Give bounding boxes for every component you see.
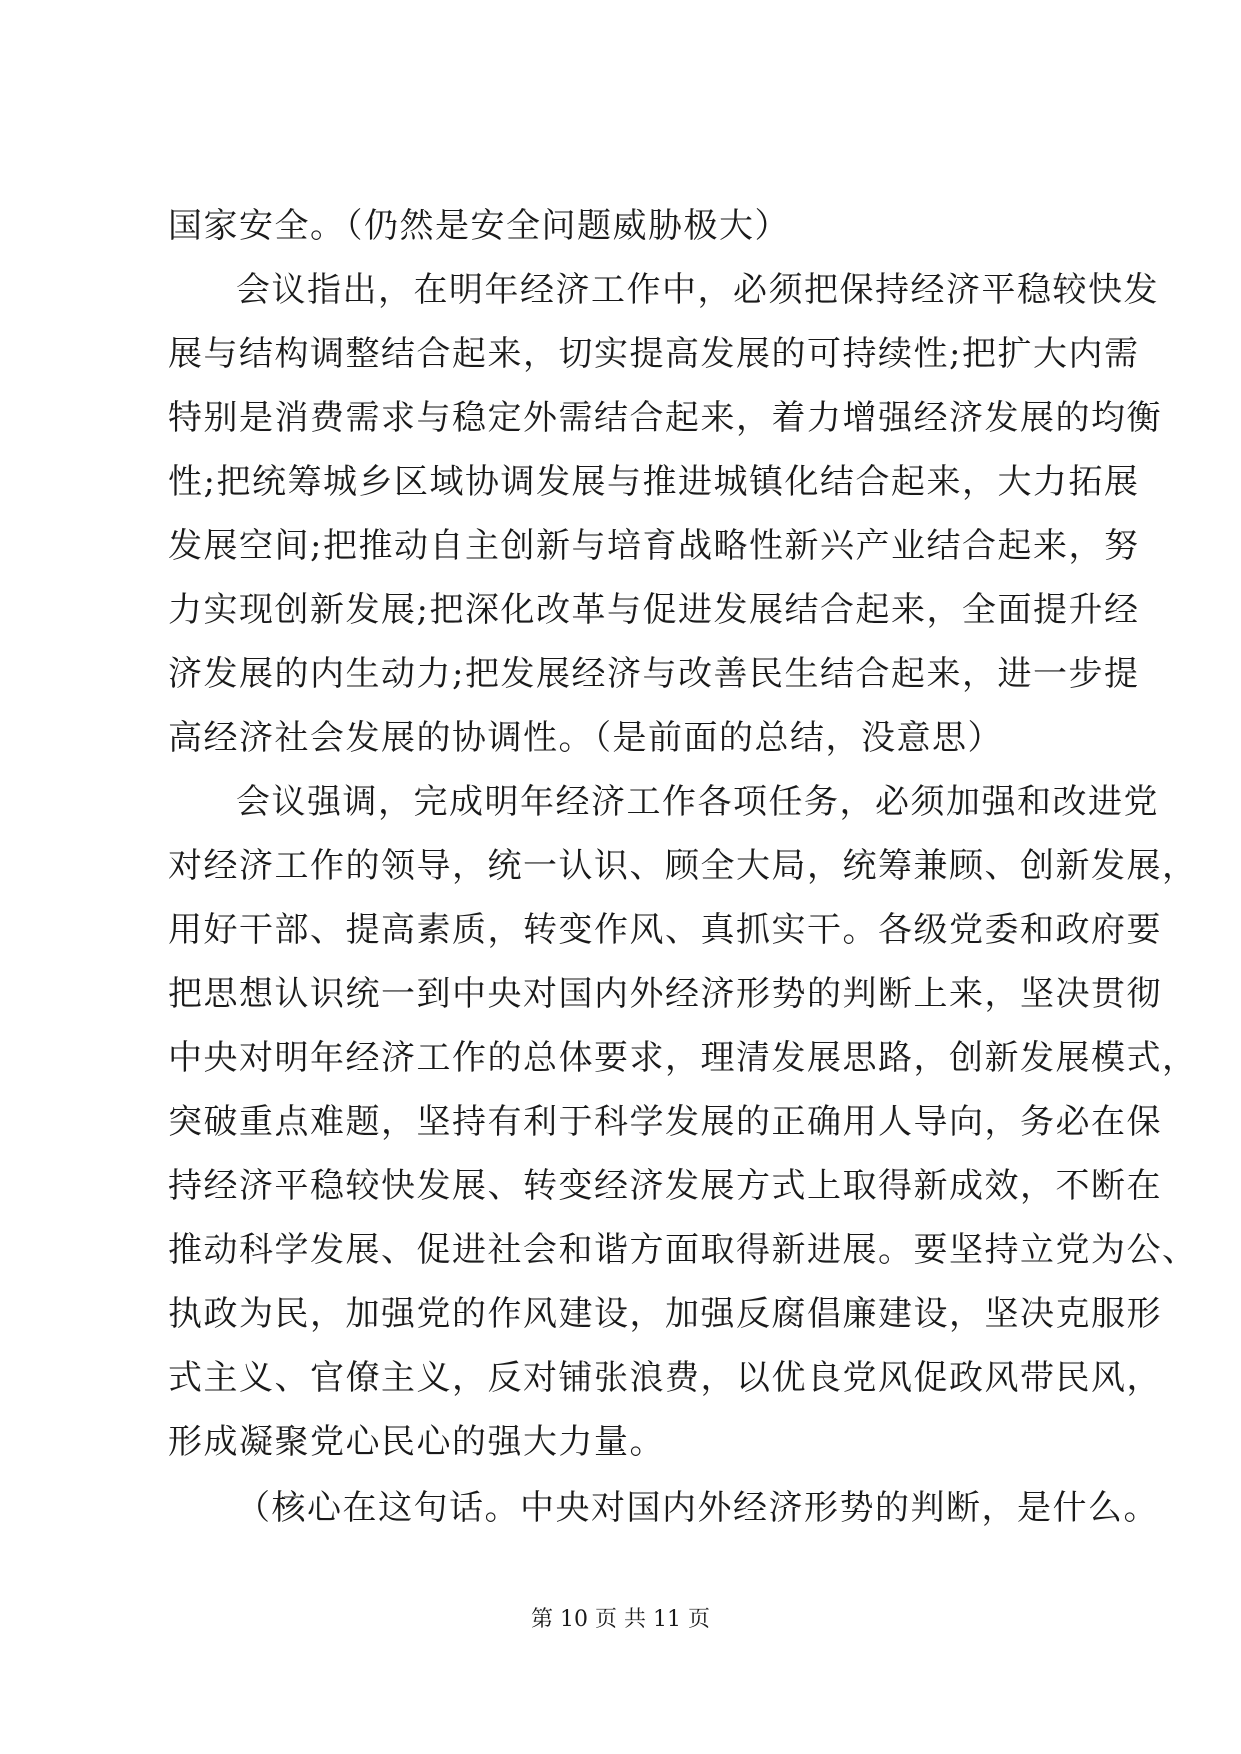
text-line: 发展空间;把推动自主创新与培育战略性新兴产业结合起来，努 [168, 526, 1140, 566]
text-line: 展与结构调整结合起来，切实提高发展的可持续性;把扩大内需 [168, 334, 1140, 374]
text-line: 式主义、官僚主义，反对铺张浪费，以优良党风促政风带民风， [168, 1358, 1162, 1398]
text-line: 形成凝聚党心民心的强大力量。 [168, 1422, 665, 1462]
text-line: 会议指出，在明年经济工作中，必须把保持经济平稳较快发 [236, 270, 1159, 310]
text-line: 会议强调，完成明年经济工作各项任务，必须加强和改进党 [236, 782, 1159, 822]
text-line: 对经济工作的领导，统一认识、顾全大局，统筹兼顾、创新发展， [168, 846, 1198, 886]
text-line: 把思想认识统一到中央对国内外经济形势的判断上来，坚决贯彻 [168, 974, 1162, 1014]
text-line: 特别是消费需求与稳定外需结合起来，着力增强经济发展的均衡 [168, 398, 1162, 438]
text-line: 力实现创新发展;把深化改革与促进发展结合起来，全面提升经 [168, 590, 1140, 630]
text-line: 性;把统筹城乡区域协调发展与推进城镇化结合起来，大力拓展 [168, 462, 1140, 502]
text-line: 突破重点难题，坚持有利于科学发展的正确用人导向，务必在保 [168, 1102, 1162, 1142]
text-line: 中央对明年经济工作的总体要求，理清发展思路，创新发展模式， [168, 1038, 1198, 1078]
page-number-footer: 第 10 页 共 11 页 [531, 1607, 710, 1632]
text-line: 用好干部、提高素质，转变作风、真抓实干。各级党委和政府要 [168, 910, 1162, 950]
text-line: 推动科学发展、促进社会和谐方面取得新进展。要坚持立党为公、 [168, 1230, 1198, 1270]
text-line: 济发展的内生动力;把发展经济与改善民生结合起来，进一步提 [168, 654, 1140, 694]
text-line: 执政为民，加强党的作风建设，加强反腐倡廉建设，坚决克服形 [168, 1294, 1162, 1334]
text-line: 高经济社会发展的协调性。（是前面的总结，没意思） [168, 718, 1003, 758]
text-line: （核心在这句话。中央对国内外经济形势的判断，是什么。 [236, 1488, 1159, 1528]
text-line: 持经济平稳较快发展、转变经济发展方式上取得新成效，不断在 [168, 1166, 1162, 1206]
text-line: 国家安全。（仍然是安全问题威胁极大） [168, 206, 790, 246]
